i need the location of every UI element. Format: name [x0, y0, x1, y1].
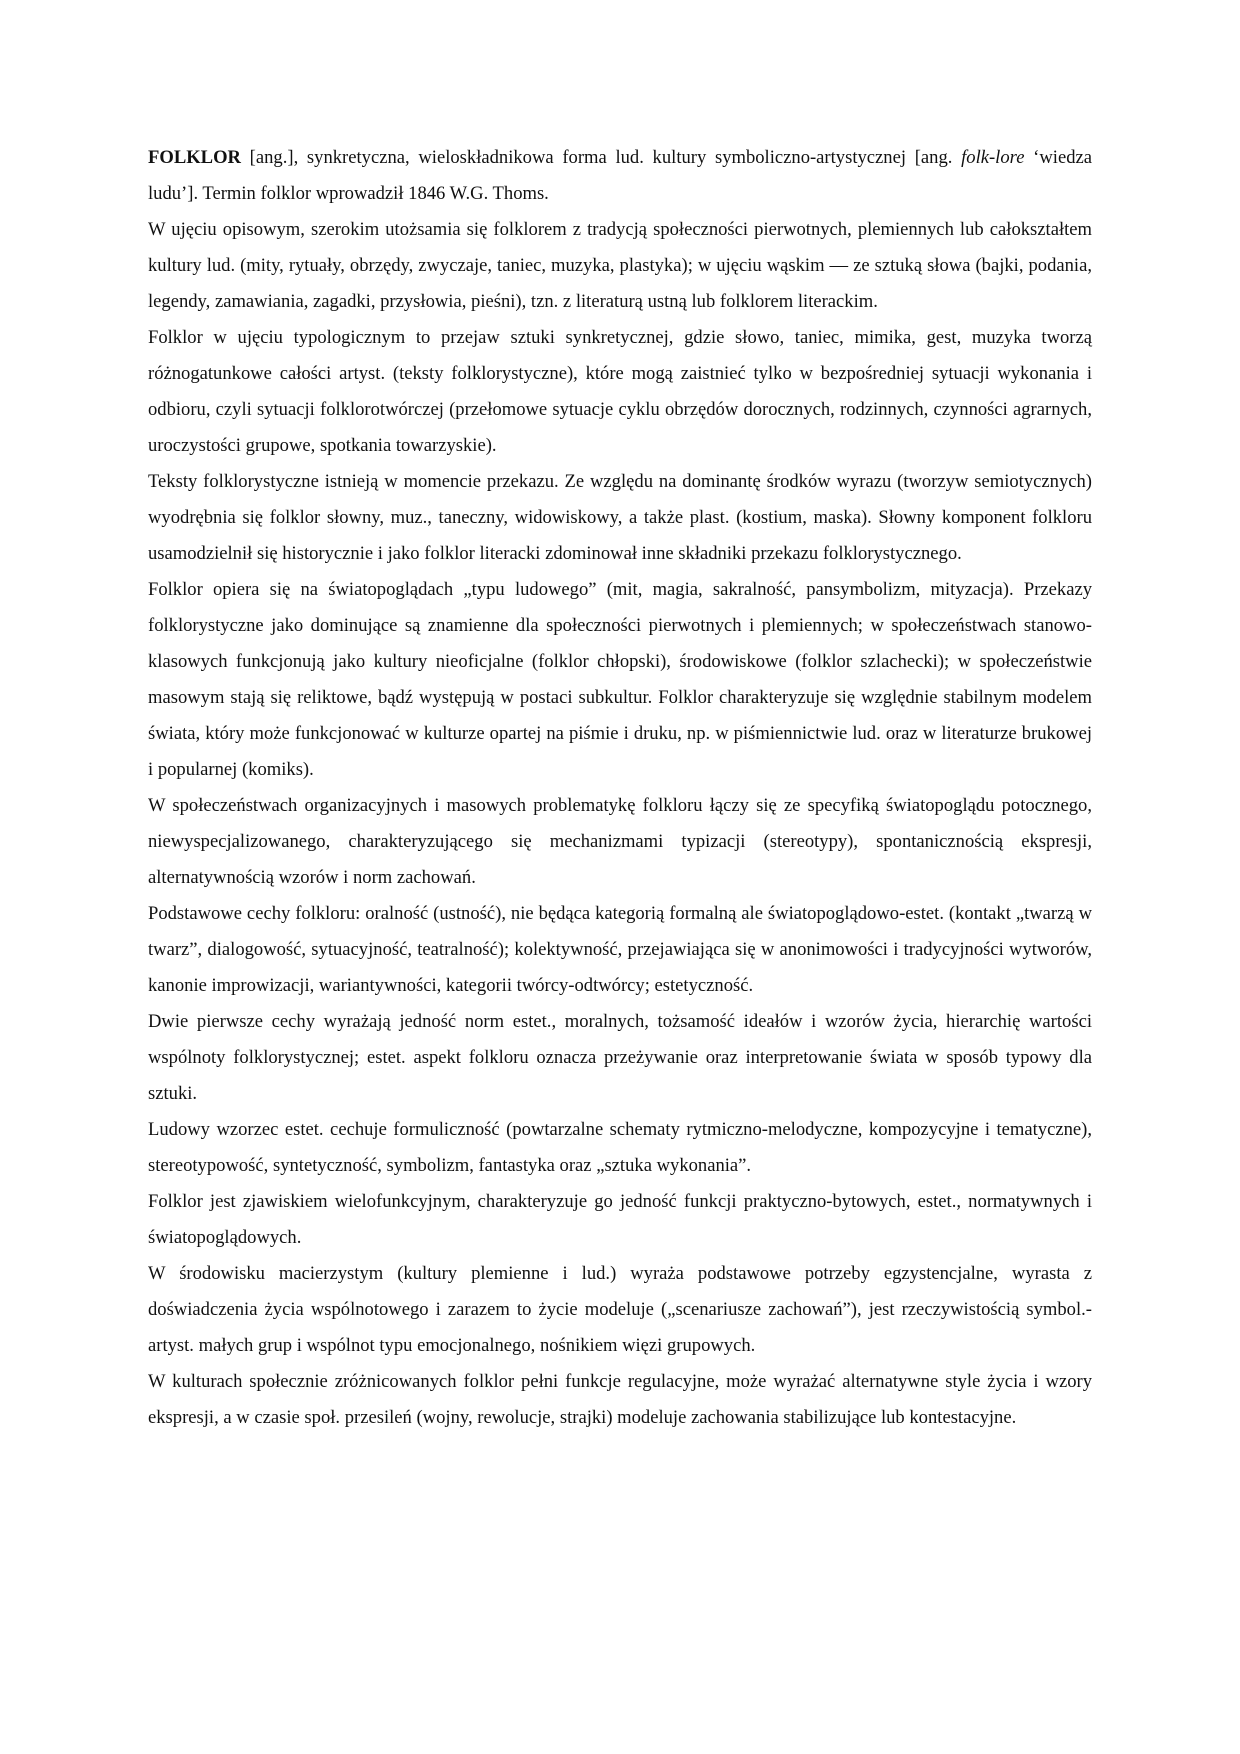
- paragraph: W ujęciu opisowym, szerokim utożsamia się folklorem z tradycją społeczności pierwotnych, plemiennych lub całokształtem kultury lud. (mity, rytuały, obrzędy, zwyczaje, taniec, muzyka, plastyka); w ujęciu wąskim — ze sztuką słowa (bajki, podania, legendy, zamawiania, zagadki, przysłowia, pieśni), tzn. z literaturą ustną lub folklorem literackim.: [148, 219, 1092, 312]
- paragraph: Folklor opiera się na światopoglądach „typu ludowego” (mit, magia, sakralność, pansymbolizm, mityzacja). Przekazy folklorystyczne jako dominujące są znamienne dla społeczności pierwotnych i plemiennych; w społeczeństwach stanowo-klasowych funkcjonują jako kultury nieoficjalne (folklor chłopski), środowiskowe (folklor szlachecki); w społeczeństwie masowym stają się reliktowe, bądź występują w postaci subkultur. Folklor charakteryzuje się względnie stabilnym modelem świata, który może funkcjonować w kulturze opartej na piśmie i druku, np. w piśmiennictwie lud. oraz w literaturze brukowej i popularnej (komiks).: [148, 579, 1092, 780]
- paragraph: Teksty folklorystyczne istnieją w momencie przekazu. Ze względu na dominantę środków wyrazu (tworzyw semiotycznych) wyodrębnia się folklor słowny, muz., taneczny, widowiskowy, a także plast. (kostium, maska). Słowny komponent folkloru usamodzielnił się historycznie i jako folklor literacki zdominował inne składniki przekazu folklorystycznego.: [148, 471, 1092, 564]
- paragraph: Folklor w ujęciu typologicznym to przejaw sztuki synkretycznej, gdzie słowo, taniec, mimika, gest, muzyka tworzą różnogatunkowe całości artyst. (teksty folklorystyczne), które mogą zaistnieć tylko w bezpośredniej sytuacji wykonania i odbioru, czyli sytuacji folklorotwórczej (przełomowe sytuacje cyklu obrzędów dorocznych, rodzinnych, czynności agrarnych, uroczystości grupowe, spotkania towarzyskie).: [148, 327, 1092, 456]
- term-heading: FOLKLOR: [148, 147, 241, 168]
- paragraph: W społeczeństwach organizacyjnych i masowych problematykę folkloru łączy się ze specyfiką światopoglądu potocznego, niewyspecjalizowanego, charakteryzującego się mechanizmami typizacji (stereotypy), spontanicznością ekspresji, alternatywnością wzorów i norm zachowań.: [148, 795, 1092, 888]
- intro-text-end: ‘wiedza ludu’]. Termin folklor wprowadził 1846 W.G. Thoms.: [148, 147, 1092, 204]
- document-page: [148, 140, 1092, 1436]
- intro-italic-term: folk-lore: [961, 147, 1025, 168]
- paragraph: Podstawowe cechy folkloru: oralność (ustność), nie będąca kategorią formalną ale światopoglądowo-estet. (kontakt „twarzą w twarz”, dialogowość, sytuacyjność, teatralność); kolektywność, przejawiająca się w anonimowości i tradycyjności wytworów, kanonie improwizacji, wariantywności, kategorii twórcy-odtwórcy; estetyczność.: [148, 903, 1092, 996]
- paragraph: Folklor jest zjawiskiem wielofunkcyjnym, charakteryzuje go jedność funkcji praktyczno-bytowych, estet., normatywnych i światopoglądowych.: [148, 1191, 1092, 1248]
- paragraph: W środowisku macierzystym (kultury plemienne i lud.) wyraża podstawowe potrzeby egzystencjalne, wyrasta z doświadczenia życia wspólnotowego i zarazem to życie modeluje („scenariusze zachowań”), jest rzeczywistością symbol.-artyst. małych grup i wspólnot typu emocjonalnego, nośnikiem więzi grupowych.: [148, 1263, 1092, 1356]
- paragraph: W kulturach społecznie zróżnicowanych folklor pełni funkcje regulacyjne, może wyrażać alternatywne style życia i wzory ekspresji, a w czasie społ. przesileń (wojny, rewolucje, strajki) modeluje zachowania stabilizujące lub kontestacyjne.: [148, 1371, 1092, 1428]
- paragraph: Dwie pierwsze cechy wyrażają jedność norm estet., moralnych, tożsamość ideałów i wzorów życia, hierarchię wartości wspólnoty folklorystycznej; estet. aspekt folkloru oznacza przeżywanie oraz interpretowanie świata w sposób typowy dla sztuki.: [148, 1011, 1092, 1104]
- intro-text: [ang.], synkretyczna, wieloskładnikowa forma lud. kultury symboliczno-artystycznej [ang.: [240, 147, 962, 168]
- intro-paragraph: [148, 140, 1092, 212]
- paragraph: Ludowy wzorzec estet. cechuje formuliczność (powtarzalne schematy rytmiczno-melodyczne, kompozycyjne i tematyczne), stereotypowość, syntetyczność, symbolizm, fantastyka oraz „sztuka wykonania”.: [148, 1119, 1092, 1176]
